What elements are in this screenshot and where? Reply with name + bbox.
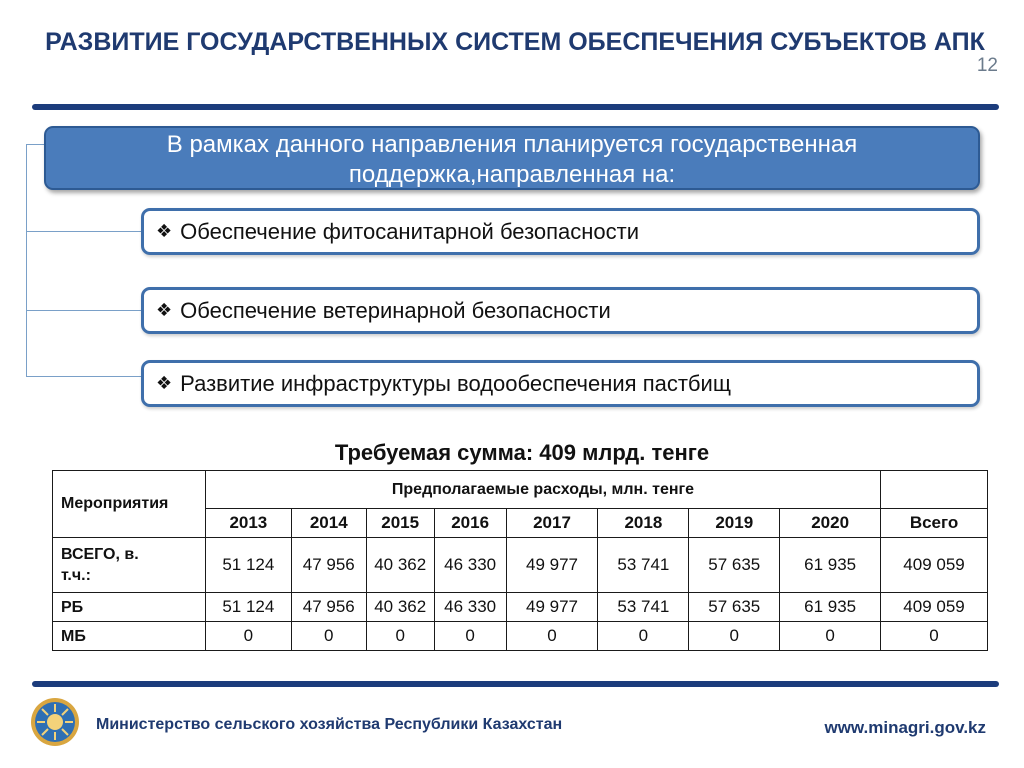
- diamond-bullet-icon: ❖: [156, 300, 173, 320]
- cell-value: 51 124: [205, 593, 291, 622]
- header-year: 2016: [434, 509, 506, 538]
- header-year: 2013: [205, 509, 291, 538]
- state-emblem-icon: [30, 697, 80, 747]
- header-total: Всего: [881, 509, 988, 538]
- cell-value: 0: [598, 622, 689, 651]
- header-year: 2015: [366, 509, 434, 538]
- row-label-rb: РБ: [53, 593, 206, 622]
- cell-value: 51 124: [205, 538, 291, 593]
- cell-value: 0: [689, 622, 780, 651]
- row-label-total: ВСЕГО, в. т.ч.:: [53, 538, 206, 593]
- footer-ministry: Министерство сельского хозяйства Республики Казахстан: [96, 716, 563, 733]
- header-year: 2020: [780, 509, 881, 538]
- cell-value: 61 935: [780, 593, 881, 622]
- table-row: [53, 622, 988, 651]
- header-year: 2018: [598, 509, 689, 538]
- required-sum: Требуемая сумма: 409 млрд. тенге: [334, 440, 710, 465]
- cell-value: 0: [205, 622, 291, 651]
- cell-value: 47 956: [291, 538, 366, 593]
- page-title: РАЗВИТИЕ ГОСУДАРСТВЕННЫХ СИСТЕМ ОБЕСПЕЧЕНИЯ СУБЪЕКТОВ АПК: [45, 28, 985, 56]
- bracket-connector: [26, 144, 27, 377]
- cell-total: 0: [881, 622, 988, 651]
- cell-value: 53 741: [598, 538, 689, 593]
- header-year: 2014: [291, 509, 366, 538]
- direction-header-box: [44, 126, 980, 190]
- cell-value: 57 635: [689, 538, 780, 593]
- bracket-connector: [26, 144, 44, 145]
- cell-value: 49 977: [506, 593, 598, 622]
- header-year: 2017: [506, 509, 598, 538]
- cell-value: 40 362: [366, 538, 434, 593]
- table-row: [53, 538, 988, 593]
- cell-total: 409 059: [881, 538, 988, 593]
- cell-value: 47 956: [291, 593, 366, 622]
- diamond-bullet-icon: ❖: [156, 373, 173, 393]
- cell-value: 0: [506, 622, 598, 651]
- direction-header-line2: поддержка,направленная на:: [348, 161, 676, 188]
- support-item-water-infrastructure: [141, 360, 980, 407]
- header-year: 2019: [689, 509, 780, 538]
- bracket-connector: [26, 376, 142, 377]
- support-item-label: Обеспечение ветеринарной безопасности: [180, 297, 611, 323]
- expenses-table: [52, 470, 988, 651]
- bracket-connector: [26, 310, 142, 311]
- support-item-label: Обеспечение фитосанитарной безопасности: [180, 218, 640, 244]
- cell-value: 61 935: [780, 538, 881, 593]
- diamond-bullet-icon: ❖: [156, 221, 173, 241]
- bracket-connector: [26, 231, 142, 232]
- page-number: 12: [976, 55, 998, 76]
- table-row: [53, 593, 988, 622]
- support-item-phytosanitary: [141, 208, 980, 255]
- cell-value: 40 362: [366, 593, 434, 622]
- support-item-veterinary: [141, 287, 980, 334]
- header-blank: [881, 471, 988, 509]
- cell-value: 53 741: [598, 593, 689, 622]
- cell-value: 57 635: [689, 593, 780, 622]
- cell-value: 46 330: [434, 538, 506, 593]
- cell-value: 0: [291, 622, 366, 651]
- cell-value: 46 330: [434, 593, 506, 622]
- bottom-divider: [32, 681, 999, 687]
- header-activities: Мероприятия: [53, 471, 206, 538]
- direction-header-line1: В рамках данного направления планируется государственная: [166, 131, 858, 158]
- row-label-mb: МБ: [53, 622, 206, 651]
- cell-value: 0: [780, 622, 881, 651]
- header-expenses: Предполагаемые расходы, млн. тенге: [205, 471, 880, 509]
- top-divider: [32, 104, 999, 110]
- cell-value: 49 977: [506, 538, 598, 593]
- support-item-label: Развитие инфраструктуры водообеспечения пастбищ: [180, 370, 731, 396]
- cell-value: 0: [366, 622, 434, 651]
- cell-value: 0: [434, 622, 506, 651]
- footer-website-link[interactable]: www.minagri.gov.kz: [824, 718, 986, 737]
- cell-total: 409 059: [881, 593, 988, 622]
